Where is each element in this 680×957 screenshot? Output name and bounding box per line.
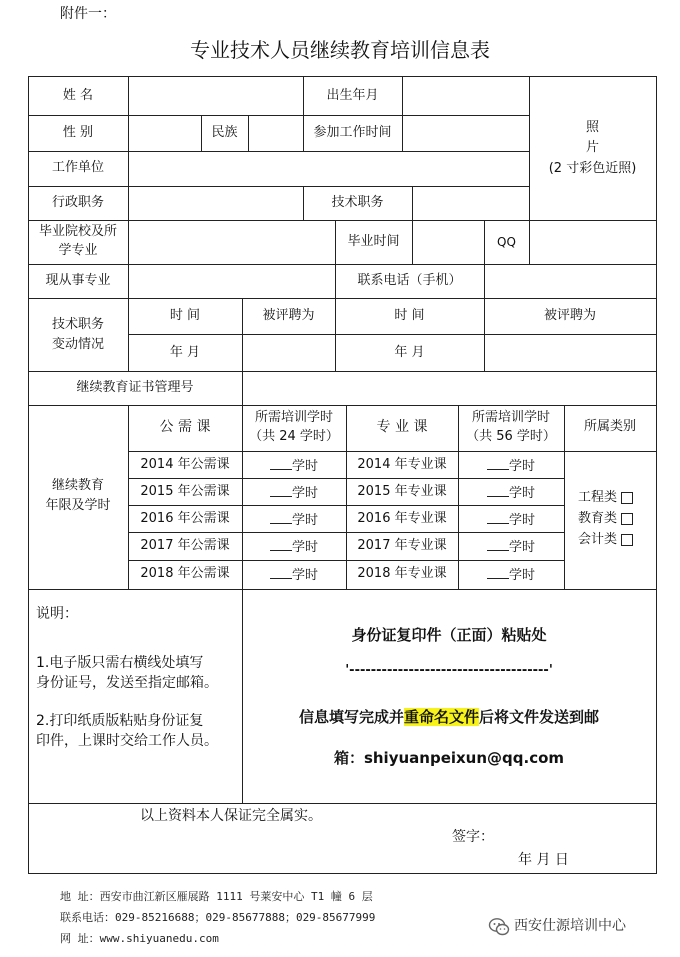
checkbox-education[interactable]	[621, 513, 633, 525]
ethnicity-label: 民族	[211, 125, 238, 140]
cert-no-label: 继续教育证书管理号	[76, 380, 194, 395]
photo-label-1: 照	[585, 120, 599, 135]
tech-change-label-1: 技术职务	[51, 317, 104, 332]
signature-label: 签字：	[452, 829, 494, 845]
category-accounting[interactable]: 会计类	[578, 532, 633, 548]
checkbox-accounting[interactable]	[621, 534, 633, 546]
page-title: 专业技术人员继续教育培训信息表	[190, 38, 490, 62]
hired-header-b: 被评聘为	[543, 308, 596, 323]
pro-course-header: 专 业 课	[376, 419, 428, 435]
footer-phone: 联系电话：029-85216688；029-85677888；029-85677999	[60, 911, 376, 924]
category-engineering[interactable]: 工程类	[578, 490, 633, 506]
pro-hours-header-2: （共 56 学时）	[466, 429, 556, 444]
footer-address: 地 址：西安市曲江新区雁展路 1111 号莱安中心 T1 幢 6 层	[60, 890, 373, 903]
time-header-a: 时 间	[169, 308, 201, 323]
work-start-label: 参加工作时间	[313, 125, 392, 140]
admin-post-field[interactable]	[129, 187, 302, 219]
public-hours-2018[interactable]: 学时	[242, 566, 346, 584]
date-field[interactable]: 年 月 日	[518, 852, 569, 868]
work-start-field[interactable]	[403, 116, 528, 150]
public-hours-2015[interactable]: 学时	[242, 484, 346, 502]
school-label-2: 学专业	[58, 243, 98, 258]
gender-field[interactable]	[129, 116, 200, 150]
pro-hours-2017[interactable]: 学时	[458, 538, 564, 556]
year-month-a[interactable]: 年 月	[169, 345, 201, 360]
qq-label: QQ	[497, 235, 516, 249]
public-hours-2017[interactable]: 学时	[242, 538, 346, 556]
watermark-text: 西安仕源培训中心	[514, 918, 626, 934]
pro-hours-header-1: 所需培训学时	[471, 410, 550, 425]
wechat-icon	[488, 916, 510, 938]
public-hours-2014[interactable]: 学时	[242, 457, 346, 475]
cert-no-field[interactable]	[243, 372, 656, 404]
gender-label: 性 别	[62, 125, 94, 140]
pro-course-2016: 2016 年专业课	[357, 511, 447, 526]
note2-line1: 2.打印纸质版粘贴身份证复	[36, 713, 204, 729]
note1-line1: 1.电子版只需右横线处填写	[36, 655, 204, 671]
time-header-b: 时 间	[394, 308, 425, 323]
admin-post-label: 行政职务	[51, 195, 104, 210]
pro-hours-2016[interactable]: 学时	[458, 511, 564, 529]
public-hours-2016[interactable]: 学时	[242, 511, 346, 529]
school-label-1: 毕业院校及所	[38, 224, 117, 239]
email-address[interactable]: 箱：shiyuanpeixun@qq.com	[333, 749, 565, 767]
tech-change-label-2: 变动情况	[51, 337, 104, 352]
checkbox-engineering[interactable]	[621, 492, 633, 504]
workplace-field[interactable]	[129, 152, 528, 185]
major-field[interactable]	[129, 265, 334, 297]
category-education[interactable]: 教育类	[578, 511, 633, 527]
send-instruction: 信息填写完成并重命名文件后将文件发送到邮	[298, 708, 600, 726]
id-copy-paste-area[interactable]	[243, 590, 656, 802]
school-field[interactable]	[129, 221, 334, 263]
photo-size-note: (2 寸彩色近照)	[548, 161, 637, 176]
birth-label: 出生年月	[326, 88, 379, 103]
hired-field-a[interactable]	[243, 335, 334, 370]
public-hours-header-1: 所需培训学时	[254, 410, 333, 425]
pro-hours-2018[interactable]: 学时	[458, 566, 564, 584]
public-course-header: 公 需 课	[159, 419, 211, 435]
grad-time-label: 毕业时间	[347, 234, 400, 249]
footer-website[interactable]: 网 址：www.shiyuanedu.com	[60, 932, 219, 945]
tech-post-label: 技术职务	[331, 195, 384, 210]
public-course-2017: 2017 年公需课	[140, 538, 230, 553]
phone-label: 联系电话（手机）	[357, 273, 462, 288]
workplace-label: 工作单位	[51, 160, 104, 175]
guarantee-text: 以上资料本人保证完全属实。	[140, 808, 322, 824]
note2-line2: 印件，上课时交给工作人员。	[36, 733, 218, 749]
ethnicity-field[interactable]	[249, 116, 302, 150]
phone-field[interactable]	[485, 265, 656, 297]
tech-post-field[interactable]	[413, 187, 528, 219]
pro-course-2017: 2017 年专业课	[357, 538, 447, 553]
name-label: 姓 名	[62, 88, 94, 103]
pro-course-2018: 2018 年专业课	[357, 566, 447, 581]
public-course-2018: 2018 年公需课	[140, 566, 230, 581]
id-number-line[interactable]: '-------------------------------------'	[345, 663, 553, 678]
attachment-label: 附件一：	[60, 6, 116, 22]
pro-course-2015: 2015 年专业课	[357, 484, 447, 499]
hired-field-b[interactable]	[485, 335, 656, 370]
photo-label-2: 片	[585, 140, 599, 155]
year-month-b[interactable]: 年 月	[394, 345, 425, 360]
qq-field[interactable]	[530, 221, 656, 263]
id-paste-title: 身份证复印件（正面）粘贴处	[351, 626, 547, 644]
notes-title: 说明：	[36, 606, 78, 622]
hired-header-a: 被评聘为	[262, 308, 315, 323]
birth-field[interactable]	[403, 77, 528, 114]
major-label: 现从事专业	[45, 273, 111, 288]
rename-highlight: 重命名文件	[403, 708, 479, 726]
grad-time-field[interactable]	[413, 221, 483, 263]
edu-label-1: 继续教育	[51, 478, 104, 493]
category-header: 所属类别	[583, 419, 636, 434]
public-course-2016: 2016 年公需课	[140, 511, 230, 526]
edu-label-2: 年限及学时	[45, 498, 111, 513]
pro-hours-2015[interactable]: 学时	[458, 484, 564, 502]
pro-course-2014: 2014 年专业课	[357, 457, 447, 472]
public-course-2015: 2015 年公需课	[140, 484, 230, 499]
name-field[interactable]	[129, 77, 302, 114]
public-hours-header-2: （共 24 学时）	[249, 429, 339, 444]
pro-hours-2014[interactable]: 学时	[458, 457, 564, 475]
note1-line2: 身份证号，发送至指定邮箱。	[36, 675, 218, 691]
signature-field[interactable]	[500, 826, 640, 848]
public-course-2014: 2014 年公需课	[140, 457, 230, 472]
